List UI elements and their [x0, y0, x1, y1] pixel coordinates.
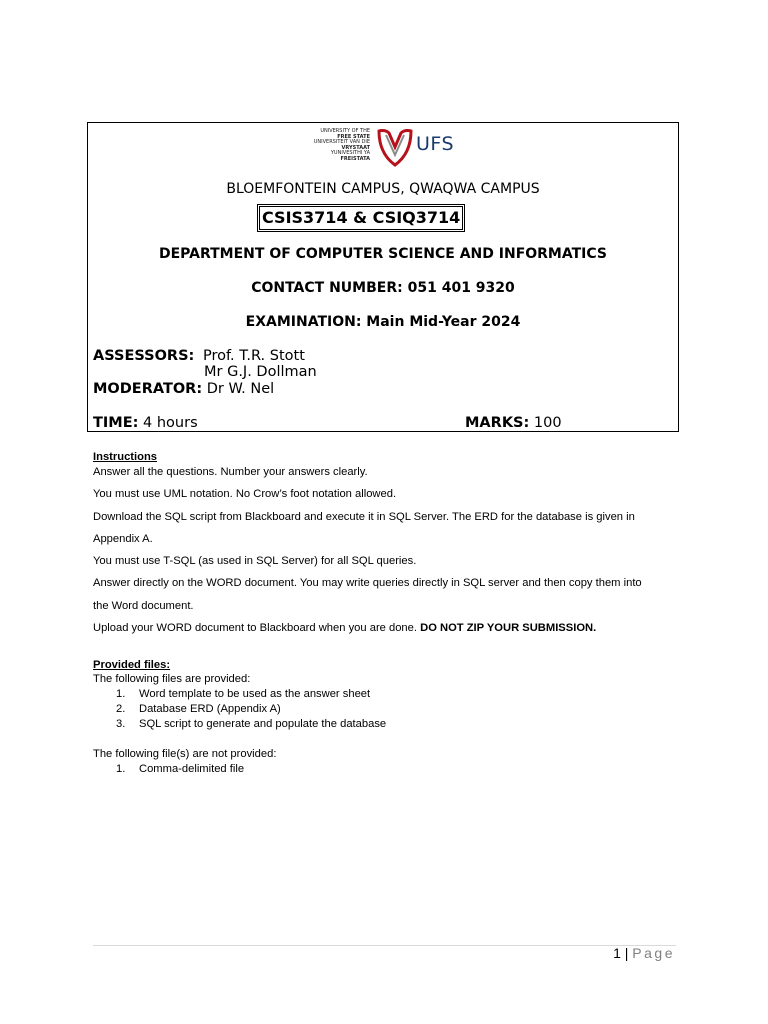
- exam-label: EXAMINATION:: [245, 314, 362, 330]
- course-code: CSIS3714 & CSIQ3714: [259, 206, 463, 230]
- instruction-line: Answer all the questions. Number your answers clearly.: [93, 466, 368, 478]
- assessors-line: [93, 348, 305, 364]
- moderator-line: [93, 381, 274, 397]
- list-item: Comma-delimited file: [139, 763, 245, 775]
- footer-separator: |: [624, 945, 629, 961]
- instruction-line: Download the SQL script from Blackboard and execute it in SQL Server. The ERD for the database is given in: [93, 511, 635, 523]
- list-item: Word template to be used as the answer sheet: [139, 688, 371, 700]
- footer-divider: [93, 945, 676, 946]
- logo-brand: UFS: [416, 133, 455, 155]
- logo-line: UNIVERSITEIT VAN DIE: [313, 139, 370, 146]
- upload-text: Upload your WORD document to Blackboard when you are done.: [93, 622, 421, 634]
- page-number: 1: [613, 945, 621, 961]
- instruction-line: You must use T-SQL (as used in SQL Server) for all SQL queries.: [93, 555, 417, 567]
- assessor-1: Prof. T.R. Stott: [202, 348, 305, 364]
- marks-value: 100: [533, 415, 562, 431]
- moderator-value: Dr W. Nel: [206, 381, 275, 397]
- provided-intro: The following files are provided:: [93, 673, 251, 685]
- contact-label: CONTACT NUMBER:: [251, 280, 403, 296]
- logo-university-name: [298, 129, 370, 163]
- moderator-label: MODERATOR:: [93, 381, 203, 397]
- page-word: Page: [632, 945, 675, 961]
- list-item: Database ERD (Appendix A): [139, 703, 281, 715]
- instruction-line: Appendix A.: [93, 533, 153, 545]
- time-line: [93, 415, 198, 431]
- cover-box: [87, 122, 679, 432]
- marks-label: MARKS:: [465, 415, 530, 431]
- no-zip-warning: DO NOT ZIP YOUR SUBMISSION.: [420, 622, 597, 634]
- contact-line: [88, 280, 678, 296]
- logo-line: YUNIVESITHI YA: [330, 150, 370, 157]
- time-label: TIME:: [93, 415, 139, 431]
- assessor-2: Mr G.J. Dollman: [204, 364, 317, 380]
- not-provided-intro: The following file(s) are not provided:: [93, 748, 277, 760]
- list-number: 2.: [116, 703, 126, 715]
- instruction-line: Answer directly on the WORD document. You may write queries directly in SQL server and then copy them into: [93, 577, 642, 589]
- ufs-shield-icon: [376, 127, 414, 167]
- contact-value: 051 401 9320: [407, 280, 515, 296]
- assessors-label: ASSESSORS:: [93, 348, 195, 364]
- logo-line: UNIVERSITY OF THE: [320, 128, 370, 134]
- list-number: 1.: [116, 763, 126, 775]
- instruction-line: the Word document.: [93, 600, 194, 612]
- time-value: 4 hours: [143, 415, 198, 431]
- logo-line: VRYSTAAT: [341, 144, 370, 151]
- campus-line: BLOEMFONTEIN CAMPUS, QWAQWA CAMPUS: [226, 181, 540, 197]
- instruction-line: [93, 622, 596, 634]
- list-number: 3.: [116, 718, 126, 730]
- department-title: DEPARTMENT OF COMPUTER SCIENCE AND INFORMATICS: [158, 246, 607, 262]
- marks-line: [465, 415, 562, 431]
- exam-line: [88, 314, 678, 330]
- logo-line: FREISTATA: [340, 155, 370, 162]
- page-footer: [613, 945, 675, 961]
- provided-files-heading: Provided files:: [93, 659, 171, 671]
- list-item: SQL script to generate and populate the database: [139, 718, 387, 730]
- logo-line: FREE STATE: [337, 133, 370, 140]
- exam-value: Main Mid-Year 2024: [366, 314, 521, 330]
- instruction-line: You must use UML notation. No Crow’s foot notation allowed.: [93, 488, 397, 500]
- instructions-heading: Instructions: [93, 451, 158, 463]
- ufs-logo: [298, 127, 468, 167]
- list-number: 1.: [116, 688, 126, 700]
